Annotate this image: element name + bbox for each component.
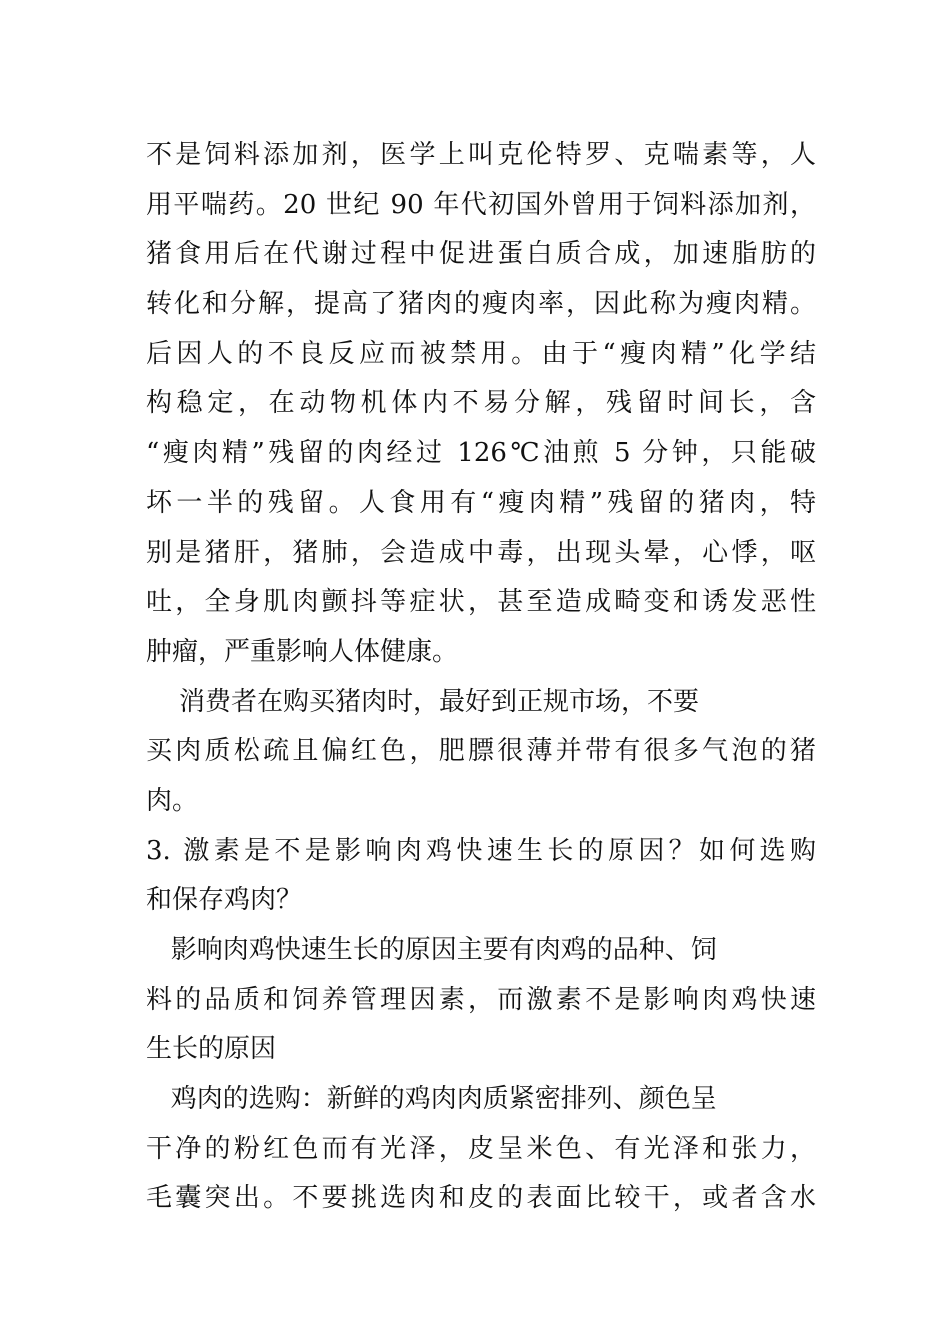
text-line: 坏一半的残留。人食用有“瘦肉精”残留的猪肉，特 [146, 487, 816, 518]
text-line: 用平喘药。20 世纪 90 年代初国外曾用于饲料添加剂， [146, 189, 816, 220]
text-line: 鸡肉的选购：新鲜的鸡肉肉质紧密排列、颜色呈 [146, 1084, 717, 1115]
text-line: 料的品质和饲养管理因素，而激素不是影响肉鸡快速 [146, 984, 816, 1015]
text-line: 吐，全身肌肉颤抖等症状，甚至造成畸变和诱发恶性 [146, 587, 816, 618]
text-line: 生长的原因 [146, 1034, 277, 1065]
text-line: 肿瘤，严重影响人体健康。 [146, 636, 459, 667]
text-line: 转化和分解，提高了猪肉的瘦肉率，因此称为瘦肉精。 [146, 289, 816, 320]
text-line: 买肉质松疏且偏红色，肥膘很薄并带有很多气泡的猪 [146, 736, 816, 767]
text-line: 猪食用后在代谢过程中促进蛋白质合成，加速脂肪的 [146, 239, 816, 270]
text-line: 后因人的不良反应而被禁用。由于“瘦肉精”化学结 [146, 338, 816, 369]
text-line: 消费者在购买猪肉时，最好到正规市场，不要 [146, 686, 700, 717]
text-line: 和保存鸡肉？ [146, 885, 303, 916]
text-line: “瘦肉精”残留的肉经过 126℃油煎 5 分钟，只能破 [146, 438, 816, 469]
text-line: 毛囊突出。不要挑选肉和皮的表面比较干，或者含水 [146, 1183, 816, 1214]
text-line: 构稳定，在动物机体内不易分解，残留时间长，含 [146, 388, 816, 419]
text-line: 肉。 [146, 785, 199, 816]
text-line: 不是饲料添加剂，医学上叫克伦特罗、克喘素等，人 [146, 140, 816, 170]
text-line: 影响肉鸡快速生长的原因主要有肉鸡的品种、饲 [146, 935, 717, 965]
text-line: 干净的粉红色而有光泽，皮呈米色、有光泽和张力， [146, 1133, 816, 1164]
text-line: 3. 激素是不是影响肉鸡快速生长的原因？如何选购 [146, 835, 816, 866]
text-line: 别是猪肝，猪肺，会造成中毒，出现头晕，心悸，呕 [146, 537, 816, 568]
document-body [146, 131, 816, 1224]
